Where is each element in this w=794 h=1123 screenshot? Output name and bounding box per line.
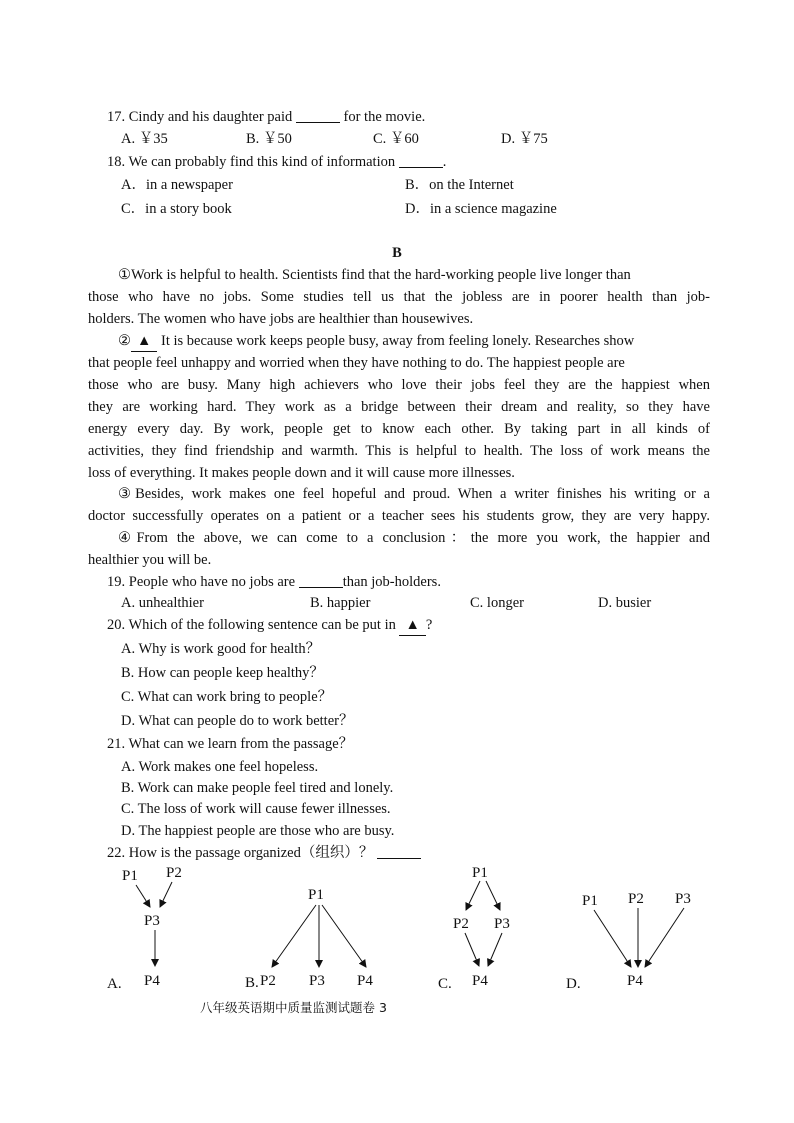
passage-p2-line2: that people feel unhappy and worried when they have nothing to do. The happiest people are [88,355,625,371]
diagram-c-node-p1: P1 [472,865,488,881]
q20-option-d: D. What can people do to work better？ [121,713,354,729]
blank-triangle-marker: ▲ [399,615,425,636]
q19-stem: 19. People who have no jobs are than job-holders. [107,574,441,590]
passage-p1-line1: ①Work is helpful to health. Scientists find that the hard-working people live longer than [118,267,631,283]
diagram-d-node-p3: P3 [675,891,691,907]
section-heading: B [392,245,402,261]
diagram-b-node-p3: P3 [309,973,325,989]
diagram-b-label: B. [245,975,259,991]
diagram-c-arrow [488,933,502,966]
q19-option-a: A. unhealthier [121,595,204,611]
passage-p2-line6: activities, they find friendship and warmth. This is helpful to health. The loss of work means the [88,443,710,459]
q18-stem: 18. We can probably find this kind of information . [107,154,447,170]
diagram-c-arrow [465,933,479,966]
q17-option-c: C. ￥60 [373,131,419,147]
page-footer: 八年级英语期中质量监测试题卷 3 [200,1000,387,1015]
q18-option-a: A．in a newspaper [121,177,233,193]
q22-stem: 22. How is the passage organized（组织）？ [107,843,421,863]
passage-p4-line1: ④From the above, we can come to a conclusion：the more you work, the happier and [118,530,710,546]
q20-option-c: C. What can work bring to people？ [121,689,333,705]
q19-option-b: B. happier [310,595,371,611]
diagram-b-node-p4: P4 [357,973,373,989]
passage-p1-line3: holders. The women who have jobs are healthier than housewives. [88,311,474,327]
diagram-c-arrow [486,881,500,910]
q21-option-b: B. Work can make people feel tired and lonely. [121,780,394,796]
q17-option-b: B. ￥50 [246,131,292,147]
q17-stem: 17. Cindy and his daughter paid for the movie. [107,109,426,125]
diagram-a-node-p2: P2 [166,865,182,881]
diagram-a-arrow [160,882,172,907]
diagram-d-arrow [645,908,684,967]
q18-option-c: C．in a story book [121,201,232,217]
q18-option-b: B．on the Internet [405,177,514,193]
q21-option-d: D. The happiest people are those who are busy. [121,823,395,839]
diagram-d-node-p2: P2 [628,891,644,907]
diagram-b [245,887,373,991]
passage-p3-line2: doctor successfully operates on a patient or a teacher sees his students grow, they are very happy. [88,508,710,524]
passage-p2-line3: those who are busy. Many high achievers who love their jobs feel they are the happiest when [88,377,710,393]
passage-p4-line2: healthier you will be. [88,552,212,568]
q19-option-c: C. longer [470,595,524,611]
passage-p1-line2: those who have no jobs. Some studies tell us that the jobless are in poorer health than job- [88,289,710,305]
q21-option-c: C. The loss of work will cause fewer illnesses. [121,801,391,817]
diagram-a-node-p1: P1 [122,868,138,884]
diagram-c-label: C. [438,976,452,992]
diagram-d-node-p1: P1 [582,893,598,909]
q19-option-d: D. busier [598,595,652,611]
q20-option-b: B. How can people keep healthy？ [121,665,324,681]
diagram-b-node-p2: P2 [260,973,276,989]
q18-option-d: D．in a science magazine [405,201,557,217]
q17-option-d: D. ￥75 [501,131,548,147]
diagram-c-arrow [466,881,480,910]
q20-option-a: A. Why is work good for health？ [121,641,321,657]
q17-option-a: A. ￥35 [121,131,168,147]
diagram-c [438,865,510,992]
diagram-c-node-p4: P4 [472,973,488,989]
diagram-b-node-p1: P1 [308,887,324,903]
diagram-b-arrow [322,905,366,967]
passage-p3-line1: ③Besides, work makes one feel hopeful and proud. When a writer finishes his writing or a [118,486,710,502]
passage-p2-line1: ② ▲ It is because work keeps people busy, away from feeling lonely. Researches show [118,331,634,352]
passage-p2-line7: loss of everything. It makes people down and it will cause more illnesses. [88,465,515,481]
diagram-a [107,865,182,992]
q20-stem: 20. Which of the following sentence can be put in ▲ ? [107,615,432,636]
passage-p2-line5: energy every day. By work, people get to know each other. By taking part in all kinds of [88,421,710,437]
diagram-d-arrow [594,910,631,967]
diagram-c-node-p2: P2 [453,916,469,932]
diagram-d [566,891,691,992]
q21-stem: 21. What can we learn from the passage？ [107,736,354,752]
diagram-a-node-p3: P3 [144,913,160,929]
q21-option-a: A. Work makes one feel hopeless. [121,759,319,775]
diagram-a-node-p4: P4 [144,973,160,989]
diagram-b-arrow [272,905,316,967]
passage-p2-line4: they are working hard. They work as a bridge between their dream and reality, so they have [88,399,710,415]
blank-triangle-marker: ▲ [131,331,157,352]
diagram-d-label: D. [566,976,581,992]
diagram-a-arrow [136,885,150,907]
diagram-c-node-p3: P3 [494,916,510,932]
diagram-a-label: A. [107,976,122,992]
diagram-d-node-p4: P4 [627,973,643,989]
